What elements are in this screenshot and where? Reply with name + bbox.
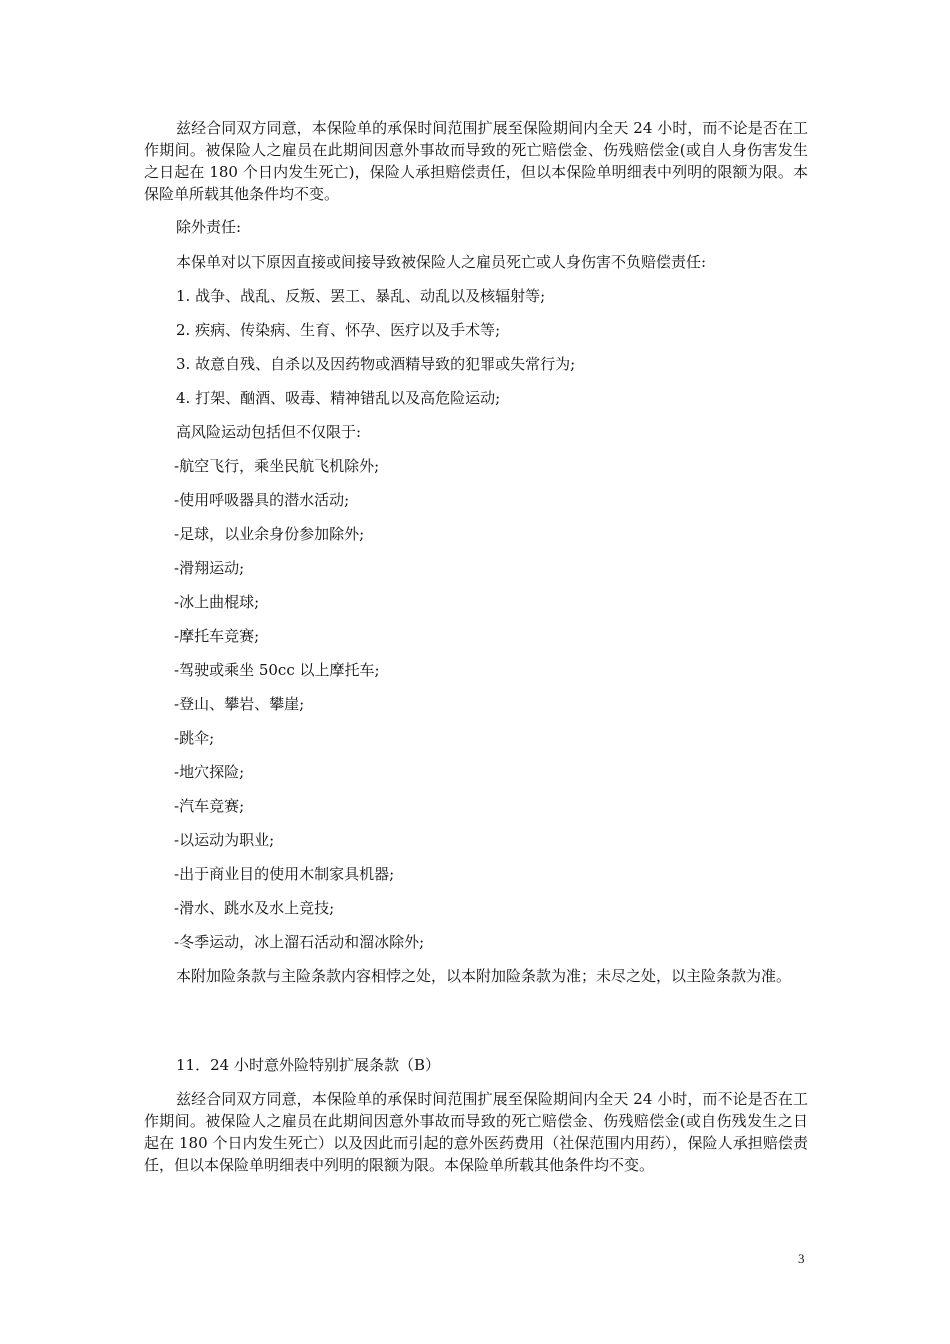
high-risk-item: -跳伞; — [174, 729, 215, 747]
exclusion-item: 1. 战争、战乱、反叛、罢工、暴乱、动乱以及核辐射等; — [176, 287, 546, 305]
high-risk-item: -摩托车竞赛; — [174, 627, 260, 645]
high-risk-item: -地穴探险; — [174, 763, 245, 781]
high-risk-item: -足球，以业余身份参加除外; — [174, 525, 365, 543]
paragraph-24h-extension-a: 兹经合同双方同意，本保险单的承保时间范围扩展至保险期间内全天 24 小时，而不论是否在工作期间。被保险人之雇员在此期间因意外事故而导致的死亡赔偿金、伤残赔偿金(或自人身伤害发生之日起在 180 个日内发生死亡)，保险人承担赔偿责任，但以本保险单明细表中列明的限额为限。本保险单所载其他条件均不变。 — [144, 119, 808, 203]
page-number: 3 — [798, 1251, 805, 1266]
high-risk-item: -以运动为职业; — [174, 831, 275, 849]
high-risk-item: -滑翔运动; — [174, 559, 245, 577]
paragraph-24h-extension-b: 兹经合同双方同意，本保险单的承保时间范围扩展至保险期间内全天 24 小时，而不论是否在工作期间。被保险人之雇员在此期间因意外事故而导致的死亡赔偿金、伤残赔偿金(或自伤残发生之日起在 180 个日内发生死亡）以及因此而引起的意外医药费用（社保范围内用药），保险人承担赔偿责任，但以本保险单明细表中列明的限额为限。本保险单所载其他条件均不变。 — [144, 1090, 808, 1174]
exclusion-item: 4. 打架、酗酒、吸毒、精神错乱以及高危险运动; — [176, 389, 501, 407]
exclusion-item: 3. 故意自残、自杀以及因药物或酒精导致的犯罪或失常行为; — [176, 355, 576, 373]
high-risk-item: -汽车竞赛; — [174, 797, 245, 815]
high-risk-item: -航空飞行，乘坐民航飞机除外; — [174, 457, 380, 475]
exclusion-item: 2. 疾病、传染病、生育、怀孕、医疗以及手术等; — [176, 321, 501, 339]
high-risk-item: -登山、攀岩、攀崖; — [174, 695, 305, 713]
high-risk-item: -滑水、跳水及水上竞技; — [174, 899, 335, 917]
high-risk-item: -使用呼吸器具的潜水活动; — [174, 491, 350, 509]
closing-paragraph: 本附加险条款与主险条款内容相悖之处，以本附加险条款为准；未尽之处，以主险条款为准。 — [176, 967, 792, 985]
high-risk-item: -驾驶或乘坐 50cc 以上摩托车; — [174, 661, 380, 679]
exclusions-intro: 本保单对以下原因直接或间接导致被保险人之雇员死亡或人身伤害不负赔偿责任: — [176, 253, 707, 271]
high-risk-item: -冬季运动，冰上溜石活动和溜冰除外; — [174, 933, 425, 951]
high-risk-item: -出于商业目的使用木制家具机器; — [174, 865, 395, 883]
high-risk-heading: 高风险运动包括但不仅限于: — [176, 423, 362, 441]
section-11-title: 11．24 小时意外险特别扩展条款（B） — [176, 1056, 440, 1074]
high-risk-item: -冰上曲棍球; — [174, 593, 260, 611]
exclusions-heading: 除外责任: — [176, 218, 242, 236]
